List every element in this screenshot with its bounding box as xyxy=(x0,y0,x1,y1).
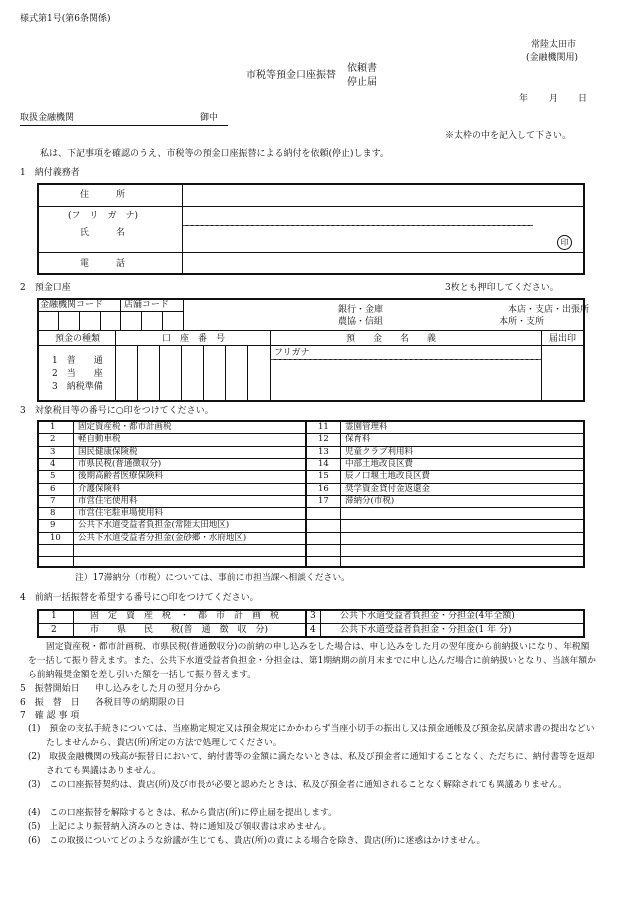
stamp-note: 3枚とも押印してください。 xyxy=(445,283,559,293)
confirm-item-4: (4) この口座振替を解除するときは、私から貴店(所)に停止届を提出します。 xyxy=(28,808,337,818)
tax-item-no[interactable]: 13 xyxy=(318,447,329,457)
date-day: 日 xyxy=(578,94,588,104)
account-number-label: 口 座 番 号 xyxy=(162,334,226,344)
name-field[interactable] xyxy=(184,227,534,251)
city-note: (金融機関用) xyxy=(526,53,579,63)
tax-item-no[interactable]: 17 xyxy=(318,496,329,506)
tax-item-no[interactable]: 8 xyxy=(50,508,56,518)
tax-item-no[interactable]: 12 xyxy=(318,434,329,444)
section3-note: 注）17滞納分（市税）については、事前に市担当課へ相談ください。 xyxy=(75,573,350,583)
title-option-request: 依頼書 xyxy=(347,63,377,74)
section2-heading: 2 預金口座 xyxy=(20,283,71,293)
branch-types-1: 本店・支店・出張所 xyxy=(508,305,590,315)
tax-item-label: 公共下水道受益者負担金(常陸太田地区) xyxy=(78,520,230,530)
tax-item-no[interactable]: 3 xyxy=(50,447,56,457)
tax-item-label: 固定資産税・都市計画税 xyxy=(78,422,172,432)
city-name: 常陸太田市 xyxy=(531,40,577,50)
title-option-stop: 停止届 xyxy=(347,77,377,88)
section6-label: 6 振 替 日 xyxy=(20,698,80,708)
phone-field[interactable] xyxy=(184,254,583,274)
tax-item-label: 保育料 xyxy=(345,434,371,444)
bank-types-1: 銀行・金庫 xyxy=(338,305,384,315)
tax-item-no[interactable]: 10 xyxy=(50,533,61,543)
tax-item-no[interactable]: 15 xyxy=(318,471,329,481)
prepay-label-1: 固 定 資 産 税 ・ 都 市 計 画 税 xyxy=(90,611,280,621)
tax-item-label: 市営住宅駐車場使用料 xyxy=(78,508,164,518)
bank-types-2: 農協・信組 xyxy=(338,317,384,327)
addressee-honorific: 御中 xyxy=(200,113,219,123)
date-year: 年 xyxy=(519,94,529,104)
phone-label: 電 話 xyxy=(80,259,126,269)
furigana-field[interactable] xyxy=(184,208,534,224)
confirm-item-3: (3) この口座振替契約は、貴店(所)及び市長が必要と認めたときは、私及び預金者に通知されることなく解除されても異議ありません。 xyxy=(28,780,567,790)
tax-item-label: 後期高齢者医療保険料 xyxy=(78,471,164,481)
tax-item-label: 軽自動車税 xyxy=(78,434,121,444)
confirm-item-1: (1) 預金の支払手続きについては、当座勘定規定又は預金規定にかかわらず当座小切手の振出し又は預金通帳及び預金払戻請求書の提出などいたしませんから、貴店(所)所定の方法で処理してください。 xyxy=(28,724,595,748)
tax-item-label: 市営住宅使用料 xyxy=(78,496,138,506)
tax-item-no[interactable]: 7 xyxy=(50,496,56,506)
form-title: 市税等預金口座振替 xyxy=(246,70,336,81)
intro-text: 私は、下記事項を確認のうえ、市税等の預金口座振替による納付を依頼(停止)します。 xyxy=(40,149,389,159)
holder-label: 預 金 名 義 xyxy=(346,334,437,344)
prepay-no-2[interactable]: 2 xyxy=(51,625,57,635)
addressee: 取扱金融機関 xyxy=(20,113,75,123)
tax-item-label: 滞納分(市税) xyxy=(345,496,395,506)
tax-item-no[interactable]: 2 xyxy=(50,434,56,444)
deposit-type-3[interactable]: 3 納税準備 xyxy=(52,382,103,392)
instruction-note: ※太枠の中を記入して下さい。 xyxy=(445,131,572,141)
seal-icon: 印 xyxy=(557,235,572,250)
confirm-item-6: (6) この取扱についてどのような紛議が生じても、貴店(所)の責による場合を除き、貴店(所)に迷惑はかけません。 xyxy=(28,836,486,846)
prepay-no-1[interactable]: 1 xyxy=(51,611,57,621)
prepay-label-2: 市 県 民 税(普 通 徴 収 分) xyxy=(90,625,269,635)
confirm-item-5: (5) 上記により振替納入済みのときは、特に通知及び領収書は求めません。 xyxy=(28,822,332,832)
date-month: 月 xyxy=(549,94,559,104)
bank-code-label: 金融機関コード xyxy=(40,300,104,310)
tax-item-no[interactable]: 4 xyxy=(50,459,56,469)
tax-item-no[interactable]: 6 xyxy=(50,484,56,494)
tax-item-label: 介護保険料 xyxy=(78,484,121,494)
addressee-underline xyxy=(20,125,228,126)
tax-item-label: 市県民税(普通徴収分) xyxy=(78,459,162,469)
tax-item-label: 国民健康保険税 xyxy=(78,447,138,457)
address-label: 住 所 xyxy=(80,190,126,200)
prepay-explanation: 固定資産税・都市計画税、市県民税(普通徴収分)の前納の申し込みをした場合は、申し込みをした月の翌年度から前納扱いになり、年税額を一括して振り替えます。また、公共下水道受益者負担金・分担金は、第1期納期の前月末までに申し込んだ場合に前納扱いとなり、当該年額から前納報奨金額を差し引いた額を一括して振り替えます。 xyxy=(28,642,596,680)
holder-furigana: フリガナ xyxy=(274,348,310,358)
section6-value: 各税目等の納期限の日 xyxy=(95,698,186,708)
tax-item-no[interactable]: 14 xyxy=(318,459,329,469)
furigana-label: (フ リ ガ ナ) xyxy=(68,211,139,221)
tax-item-no[interactable]: 16 xyxy=(318,484,329,494)
section4-heading: 4 前納一括振替を希望する番号に○印をつけてください。 xyxy=(20,593,259,603)
tax-item-no[interactable]: 1 xyxy=(50,422,56,432)
address-field[interactable] xyxy=(184,185,583,205)
prepay-label-3: 公共下水道受益者負担金・分担金(4年全額) xyxy=(340,611,515,621)
tax-item-label: 霊園管理料 xyxy=(345,422,388,432)
tax-item-label: 辰ノ口堰土地改良区費 xyxy=(345,471,431,481)
section3-heading: 3 対象税目等の番号に○印をつけてください。 xyxy=(20,406,214,416)
branch-types-2: 本所・支所 xyxy=(499,317,545,327)
branch-code-label: 店舗コード xyxy=(124,300,170,310)
section1-heading: 1 納付義務者 xyxy=(20,168,80,178)
prepay-no-4[interactable]: 4 xyxy=(310,625,316,635)
form-number: 様式第1号(第6条関係) xyxy=(20,14,111,24)
section7-heading: 7 確 認 事 項 xyxy=(20,711,80,721)
seal-label: 届出印 xyxy=(549,334,577,344)
tax-item-no[interactable]: 5 xyxy=(50,471,56,481)
tax-item-label: 中部土地改良区費 xyxy=(345,459,414,469)
deposit-type-2[interactable]: 2 当 座 xyxy=(52,369,103,379)
section5-label: 5 振替開始日 xyxy=(20,684,80,694)
confirm-item-2: (2) 取扱金融機関の残高が振替日において、納付書等の金額に満たないときは、私及び預金者に通知することなく、ただちに、納付書等を返却されても異議はありません。 xyxy=(28,752,595,776)
deposit-type-label: 預金の種類 xyxy=(55,334,101,344)
prepay-label-4: 公共下水道受益者負担金・分担金(1 年 分) xyxy=(340,625,512,635)
tax-item-no[interactable]: 9 xyxy=(50,520,56,530)
tax-item-label: 児童クラブ利用料 xyxy=(345,447,414,457)
tax-item-label: 公共下水道受益者分担金(金砂郷・水府地区) xyxy=(78,533,247,543)
section5-value: 申し込みをした月の翌月分から xyxy=(95,684,222,694)
tax-item-label: 奨学資金貸付金返還金 xyxy=(345,484,431,494)
prepay-no-3[interactable]: 3 xyxy=(310,611,316,621)
deposit-type-1[interactable]: 1 普 通 xyxy=(52,356,103,366)
taxpayer-divider xyxy=(182,183,183,275)
tax-item-no[interactable]: 11 xyxy=(318,422,329,432)
name-label: 氏 名 xyxy=(80,228,126,238)
